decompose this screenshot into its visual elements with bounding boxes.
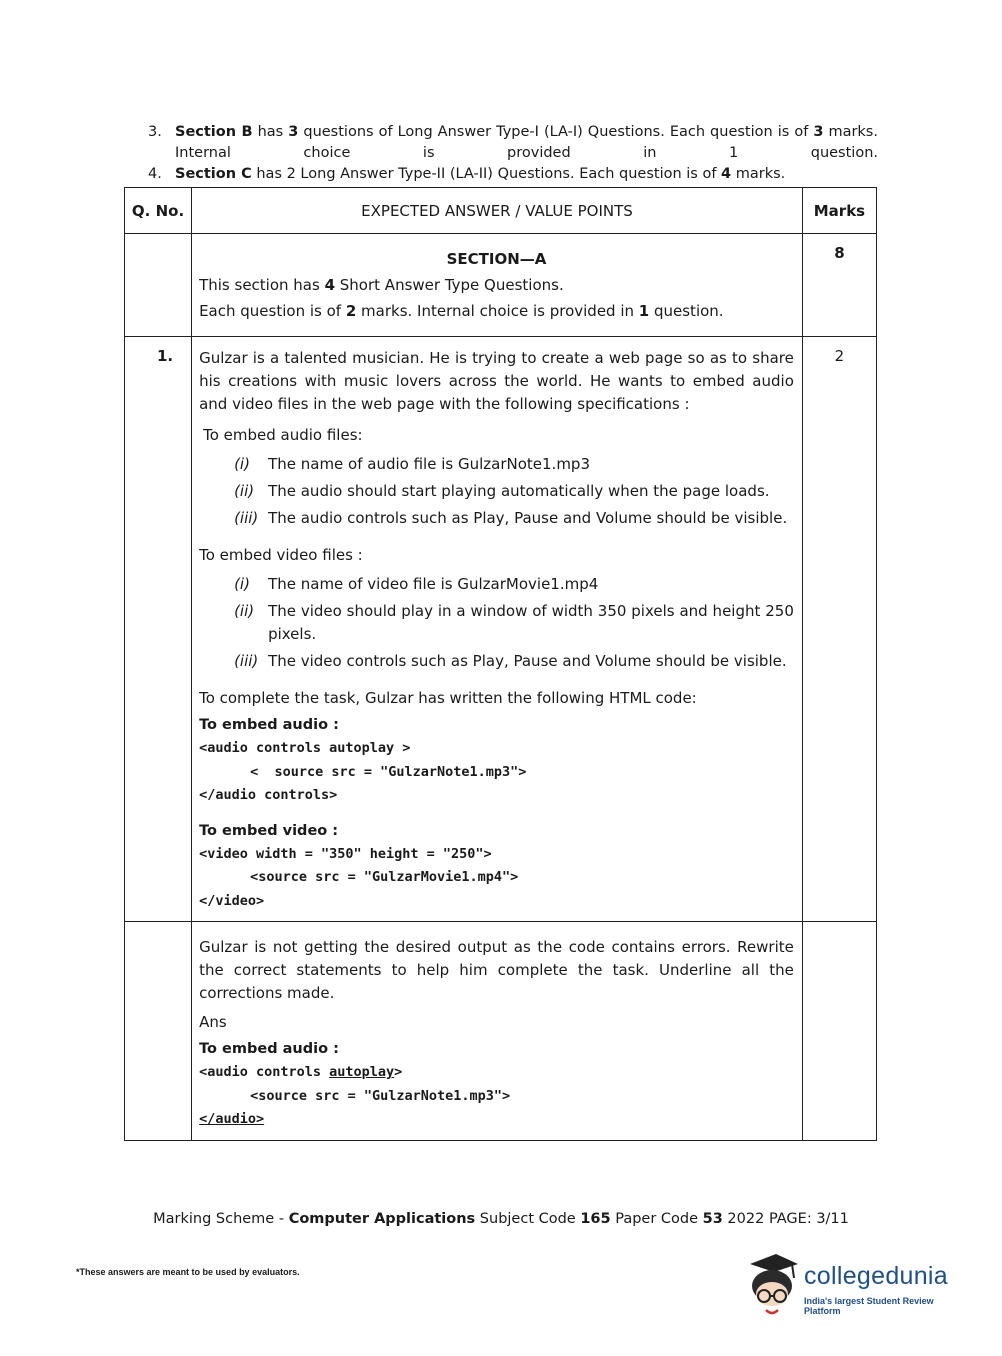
video-code-line-3: </video> bbox=[199, 892, 265, 909]
header-qno: Q. No. bbox=[125, 188, 192, 234]
cell-qno-empty bbox=[125, 234, 192, 337]
list-item: (iii) The audio controls such as Play, Pause and Volume should be visible. bbox=[234, 509, 788, 527]
instruction-item-4: 4. Section C has 2 Long Answer Type-II (LA-II) Questions. Each question is of 4 marks. bbox=[148, 166, 786, 182]
question-task: Gulzar is not getting the desired output as the code contains errors. Rewrite the correct statements to help him complete the task. Underline all the corrections made. bbox=[199, 938, 794, 1002]
question-1-answer bbox=[192, 922, 803, 1141]
audio-code-label: To embed audio : bbox=[199, 717, 339, 733]
header-answer: EXPECTED ANSWER / VALUE POINTS bbox=[192, 188, 803, 234]
question-1-body bbox=[192, 337, 803, 922]
video-code-label: To embed video : bbox=[199, 822, 339, 839]
answer-code-line-1: <audio controls autoplay> bbox=[199, 1064, 403, 1080]
list-item: (i) The name of video file is GulzarMovie1.mp4 bbox=[234, 575, 599, 593]
correction-closing-tag: </audio> bbox=[199, 1111, 265, 1127]
table-header-row bbox=[125, 188, 877, 234]
audio-code-line-3: </audio controls> bbox=[199, 787, 338, 803]
answer-audio-label: To embed audio : bbox=[199, 1041, 339, 1057]
question-intro: Gulzar is a talented musician. He is trying to create a web page so as to share his creations with music lovers across the world. He wants to embed audio and video files in the web page with the following specifications : bbox=[199, 349, 794, 413]
answer-label: Ans bbox=[199, 1013, 227, 1031]
video-code-line-2: <source src = "GulzarMovie1.mp4"> bbox=[250, 869, 519, 885]
video-code-line-1: <video width = "350" height = "250"> bbox=[199, 845, 492, 862]
section-a-description bbox=[192, 234, 803, 337]
table-row-section-a bbox=[125, 234, 877, 337]
audio-code-line-2: < source src = "GulzarNote1.mp3"> bbox=[250, 763, 527, 780]
cell-marks-empty bbox=[802, 922, 876, 1141]
brand-tagline: India's largest Student Review Platform bbox=[804, 1296, 934, 1316]
audio-code-line-1: <audio controls autoplay > bbox=[199, 740, 411, 756]
question-1-marks: 2 bbox=[802, 337, 876, 922]
audio-heading: To embed audio files: bbox=[203, 426, 363, 444]
brand-name: collegedunia bbox=[804, 1262, 948, 1290]
section-line-2: Each question is of 2 marks. Internal choice is provided in 1 question. bbox=[199, 302, 724, 320]
table-row-q1 bbox=[125, 337, 877, 922]
header-marks: Marks bbox=[802, 188, 876, 234]
list-item: (ii) The audio should start playing automatically when the page loads. bbox=[234, 482, 770, 500]
audio-spec-list bbox=[234, 453, 794, 530]
list-item: (iii) The video controls such as Play, Pause and Volume should be visible. bbox=[234, 652, 787, 670]
task-line: To complete the task, Gulzar has written the following HTML code: bbox=[199, 689, 697, 707]
section-line-1: This section has 4 Short Answer Type Questions. bbox=[199, 276, 564, 294]
page-footer: Marking Scheme - Computer Applications Subject Code 165 Paper Code 53 2022 PAGE: 3/11 bbox=[153, 1211, 849, 1227]
marking-scheme-table bbox=[124, 187, 877, 1141]
section-title: SECTION—A bbox=[446, 250, 547, 268]
answer-code-line-3 bbox=[199, 1108, 794, 1132]
collegedunia-logo bbox=[742, 1250, 972, 1320]
instruction-item-3: 3. Section B has 3 questions of Long Answer Type-I (LA-I) Questions. Each question is of 3 marks. Internal choice is provided in 1 question. bbox=[148, 124, 878, 161]
answer-code-line-2: <source src = "GulzarNote1.mp3"> bbox=[250, 1087, 511, 1104]
video-spec-list bbox=[234, 573, 794, 673]
cell-qno-empty bbox=[125, 922, 192, 1141]
video-heading: To embed video files : bbox=[199, 546, 363, 564]
mascot-icon bbox=[742, 1250, 802, 1320]
question-number: 1. bbox=[125, 337, 192, 922]
instructions-list bbox=[148, 122, 878, 185]
list-item: (ii) The video should play in a window of width 350 pixels and height 250 pixels. bbox=[234, 602, 794, 643]
table-row-q1-answer bbox=[125, 922, 877, 1141]
correction-autoplay: autoplay bbox=[329, 1064, 395, 1080]
evaluator-note: *These answers are meant to be used by evaluators. bbox=[76, 1267, 300, 1277]
list-item: (i) The name of audio file is GulzarNote1.mp3 bbox=[234, 455, 590, 473]
section-marks: 8 bbox=[802, 234, 876, 337]
